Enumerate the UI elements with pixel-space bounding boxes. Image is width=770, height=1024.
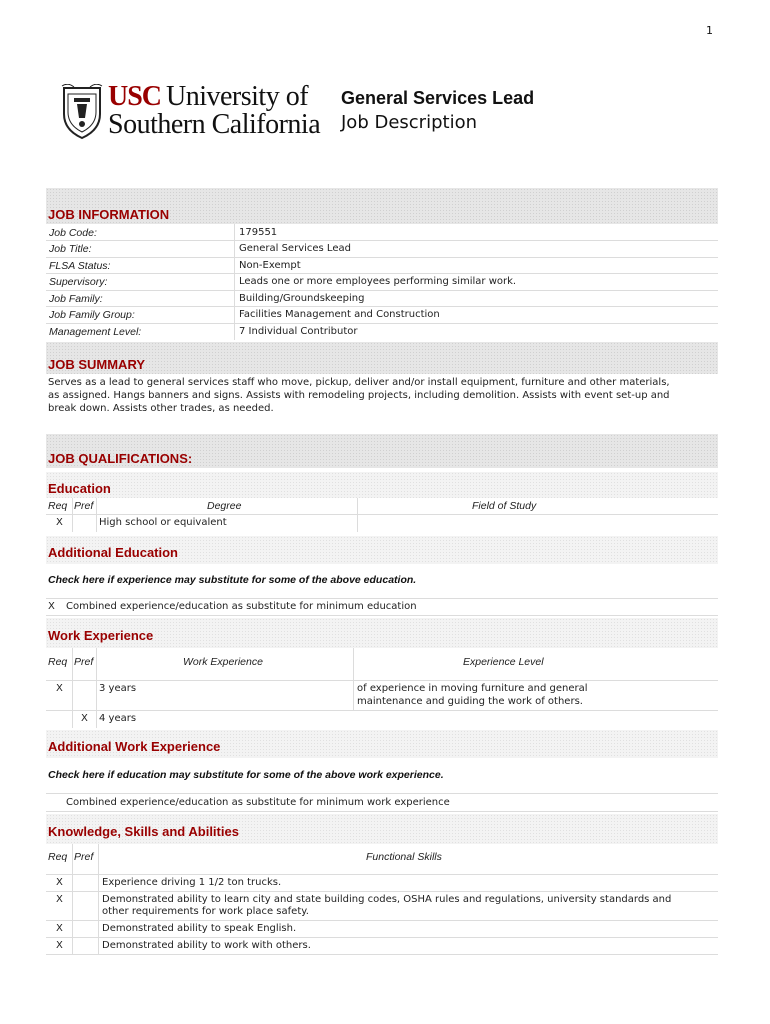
job-family-group-label: Job Family Group:	[49, 309, 135, 321]
ksa-heading: Knowledge, Skills and Abilities	[48, 824, 239, 839]
job-code-value: 179551	[239, 227, 278, 238]
work-experience-col-level: Experience Level	[463, 656, 544, 668]
education-col-field: Field of Study	[472, 500, 537, 512]
work-experience-row1-req: X	[56, 683, 63, 694]
management-level-label: Management Level:	[49, 326, 142, 338]
ksa-row1-skill: Experience driving 1 1/2 ton trucks.	[102, 877, 282, 888]
education-row-degree: High school or equivalent	[99, 517, 227, 528]
supervisory-value: Leads one or more employees performing similar work.	[239, 276, 517, 287]
job-family-label: Job Family:	[49, 293, 103, 305]
job-summary-line-1: Serves as a lead to general services staff who move, pickup, deliver and/or install equipment, furniture and other materials,	[48, 377, 670, 388]
ksa-col-pref: Pref	[74, 851, 94, 863]
doc-title: General Services Lead	[341, 88, 535, 108]
usc-seal-icon	[60, 84, 104, 140]
ksa-row4-req: X	[56, 940, 63, 951]
work-experience-row1-level-2: maintenance and guiding the work of others.	[357, 696, 583, 707]
job-title-label: Job Title:	[49, 243, 92, 255]
work-experience-row1-level-1: of experience in moving furniture and general	[357, 683, 588, 694]
additional-work-experience-check-text: Check here if education may substitute for some of the above work experience.	[48, 769, 444, 781]
job-code-label: Job Code:	[49, 227, 97, 239]
additional-education-item: Combined experience/education as substitute for minimum education	[66, 601, 417, 612]
work-experience-col-pref: Pref	[74, 656, 94, 668]
job-summary-heading: JOB SUMMARY	[48, 357, 146, 372]
education-col-degree: Degree	[207, 500, 242, 512]
additional-work-experience-item: Combined experience/education as substitute for minimum work experience	[66, 797, 450, 808]
logo-university: University of	[166, 81, 309, 112]
job-information-heading: JOB INFORMATION	[48, 207, 170, 222]
education-heading: Education	[48, 481, 111, 496]
flsa-status-label: FLSA Status:	[49, 260, 111, 272]
ksa-row3-skill: Demonstrated ability to speak English.	[102, 923, 297, 934]
job-title-value: General Services Lead	[239, 243, 351, 254]
education-row-req: X	[56, 517, 63, 528]
page-number: 1	[706, 24, 713, 37]
work-experience-col-req: Req	[48, 656, 68, 668]
work-experience-row2-pref: X	[81, 713, 88, 724]
flsa-status-value: Non-Exempt	[239, 260, 301, 271]
education-col-req: Req	[48, 500, 68, 512]
ksa-row2-req: X	[56, 894, 63, 905]
additional-education-check-text: Check here if experience may substitute for some of the above education.	[48, 574, 417, 586]
logo-southern-california: Southern California	[108, 109, 321, 140]
doc-subtitle: Job Description	[341, 112, 477, 133]
job-family-group-value: Facilities Management and Construction	[239, 309, 440, 320]
job-summary-line-3: break down. Assists other trades, as needed.	[48, 403, 274, 414]
education-col-pref: Pref	[74, 500, 94, 512]
logo-usc: USC	[108, 81, 162, 112]
ksa-row4-skill: Demonstrated ability to work with others.	[102, 940, 311, 951]
management-level-value: 7 Individual Contributor	[239, 326, 358, 337]
ksa-col-req: Req	[48, 851, 68, 863]
job-qualifications-heading: JOB QUALIFICATIONS:	[48, 451, 193, 466]
additional-education-checkbox[interactable]: X	[48, 601, 55, 612]
job-summary-line-2: as assigned. Hangs banners and signs. Assists with remodeling projects, including demolition. Assists with event set-up and	[48, 390, 670, 401]
work-experience-heading: Work Experience	[48, 628, 154, 643]
education-band	[46, 472, 718, 498]
additional-education-heading: Additional Education	[48, 545, 178, 560]
work-experience-col-exp: Work Experience	[183, 656, 263, 668]
supervisory-label: Supervisory:	[49, 276, 108, 288]
ksa-col-skills: Functional Skills	[366, 851, 442, 863]
work-experience-row1-years: 3 years	[99, 683, 137, 694]
job-summary-band	[46, 342, 718, 374]
ksa-row3-req: X	[56, 923, 63, 934]
ksa-row2-skill-2: other requirements for work place safety.	[102, 906, 309, 917]
additional-work-experience-heading: Additional Work Experience	[48, 739, 221, 754]
ksa-row1-req: X	[56, 877, 63, 888]
work-experience-row2-years: 4 years	[99, 713, 137, 724]
job-family-value: Building/Groundskeeping	[239, 293, 365, 304]
ksa-row2-skill-1: Demonstrated ability to learn city and state building codes, OSHA rules and regulations, university standards and	[102, 894, 672, 905]
